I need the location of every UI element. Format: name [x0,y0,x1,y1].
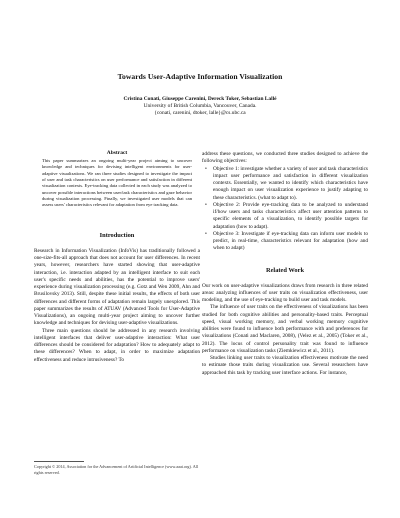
affiliation: University of British Columbia, Vancouver, Canada. [143,102,257,109]
related-work-paragraph-3: Studies linking user traits to visualization effectiveness motivate the need to estimate those traits during visualization use. Several researchers have approached this task by tracking user interface actions. For instance, [202,355,368,376]
abstract-text: This paper summarizes an ongoing multi-year project aiming to uncover knowledge and techniques for devising intelligent environments for user-adaptive visualizations. We ran three studies designed to investigate the impact of user and task characteristics on user performance and satisfaction in different visualization contexts. Eye-tracking data collected in each study was analyzed to uncover possible interactions between user/task characteristics and gaze behavior during visualization processing. Finally, we investigated user models that can assess users' characteristics relevant for adaptation from eye tracking data. [42,158,192,208]
author-block [0,96,400,117]
related-work-paragraph-2: The influence of user traits on the effectiveness of visualizations has been studied for both cognitive abilities and personality-based traits. Perceptual speed, visual working memory, and verbal working memory cognitive abilities were found to influence both performance with and preferences for visualizations (Conati and Maclaren, 2008), (Velez et al., 2005) (Toker et al., 2012). The locus of control personality trait was found to influence performance on visualization tasks (Ziemkiewicz et al., 2011). [202,304,368,354]
related-work-paragraph-1: Our work on user-adaptive visualizations draws from research in three related areas: analyzing influences of user traits on visualization effectiveness, user modeling, and the use of eye-tracking to build user and task models. [202,282,368,303]
right-column [202,151,368,377]
introduction-paragraph-1: Research in Information Visualization (InfoVis) has traditionally followed a one-size-fits-all approach that does not account for user differences. In recent years, however, researchers have started showing that user-adaptive interaction, i.e. interaction adapted by an intelligent interface to suit each user's specific needs and abilities, has the potential to improve users' experience during visualization processing (e.g. Gotz and Wen 2009, Ahn and Brusilovsky 2013). Still, despite these initial results, the effects of both user differences and different forms of adaptation remain largely unexplored. This paper summarizes the results of ATUAV (Advanced Tools for User-Adaptive Visualizations), an ongoing multi-year project aiming to uncover further knowledge and techniques for devising user-adaptive visualizations. [34,247,200,327]
paper-title: Towards User-Adaptive Information Visualization [117,72,283,81]
objectives-list [202,166,368,253]
objective-item: • Objective 3: Investigate if eye-tracking data can inform user models to predict, in real-time, characteristics relevant for adaptation (how and when to adapt) [202,231,368,253]
introduction-paragraph-2: Three main questions should be addressed in any research involving intelligent interfaces that deliver user-adaptive interaction: What user differences should be considered for adaptation? How to adequately adapt to these differences? When to adapt, in order to maximize adaptation effectiveness and reduce intrusiveness? To [34,327,200,363]
abstract-heading: Abstract [106,150,128,156]
related-work-heading: Related Work [265,266,305,274]
left-column [34,150,200,364]
introduction-paragraph-3: address these questions, we conducted three studies designed to achieve the following objectives: [202,151,368,165]
footnote-rule [34,461,84,462]
author-names: Cristina Conati, Giuseppe Carenini, Dereck Toker, Sebastian Lallé [123,96,277,102]
author-emails: {conati, carenini, dtoker, lalle}@cs.ubc.ca [154,109,246,116]
objective-item: • Objective 2: Provide eye-tracking data to be analyzed to understand if/how users and tasks characteristics affect user attention patterns to specific elements of a visualization, to identify possible targets for adaptation (how to adapt). [202,202,368,231]
introduction-heading: Introduction [99,231,135,239]
objective-item: • Objective 1: investigate whether a variety of user and task characteristics impact user performance and satisfaction in different visualization contexts. Essentially, we wanted to identify which characteristics have enough impact on user visualization experience to justify adapting to these characteristics. (what to adapt to). [202,166,368,202]
copyright-notice: Copyright © 2014, Association for the Advancement of Artificial Intelligence (www.aaai.org). All rights reserved. [34,464,199,475]
